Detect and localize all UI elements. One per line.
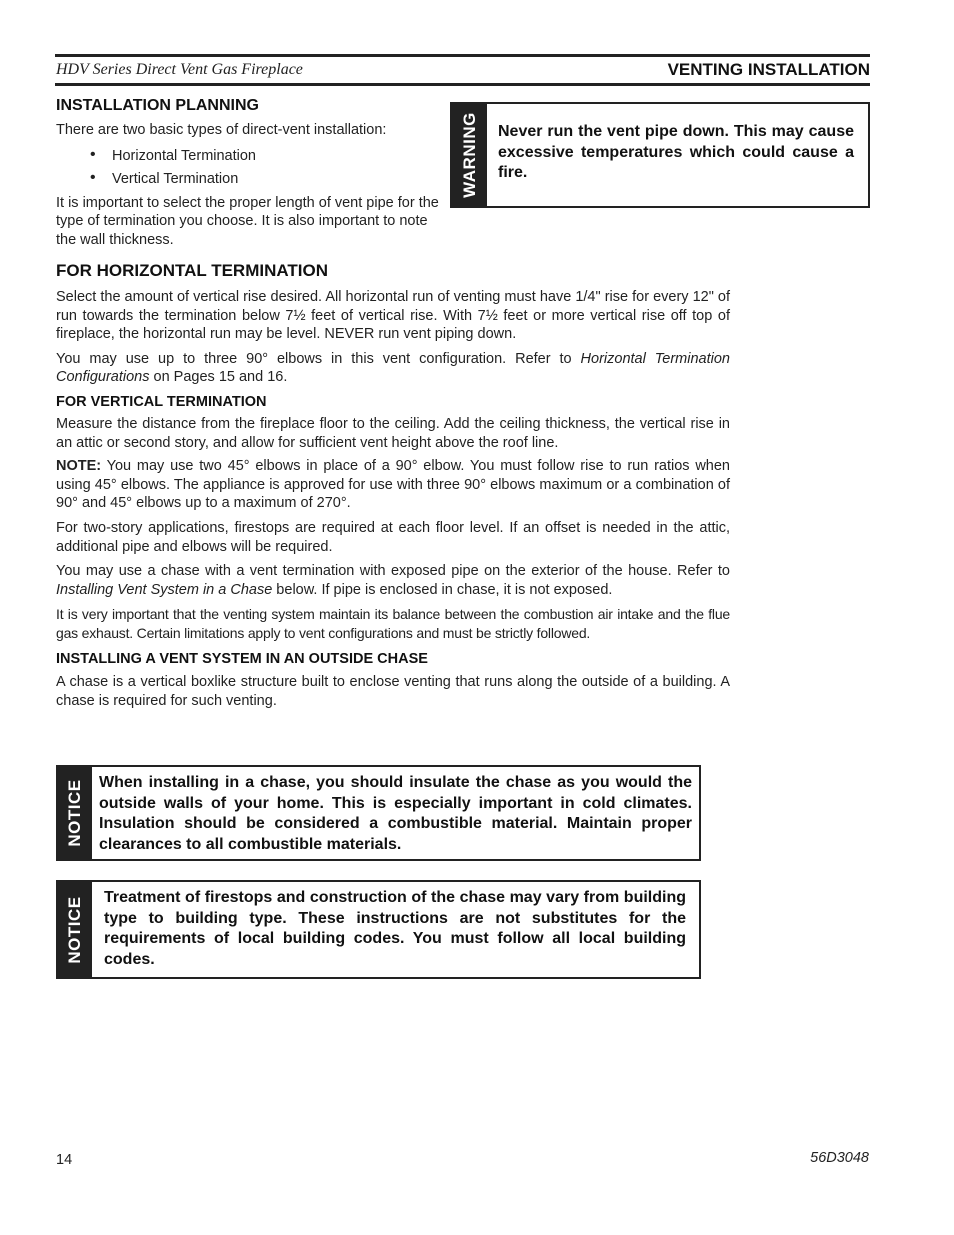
installation-planning-heading: INSTALLATION PLANNING <box>56 97 259 114</box>
horizontal-paragraph-2 <box>56 350 730 387</box>
outside-chase-section <box>56 651 730 710</box>
termination-types-list <box>56 145 446 191</box>
outside-chase-heading: INSTALLING A VENT SYSTEM IN AN OUTSIDE CHASE <box>56 651 428 667</box>
text-run: on Pages 15 and 16. <box>149 369 288 386</box>
text-run: You may use a chase with a vent termination with exposed pipe on the exterior of the house. Refer to <box>56 563 730 580</box>
document-number: 56D3048 <box>810 1150 869 1166</box>
warning-box <box>450 102 870 208</box>
planning-intro: There are two basic types of direct-vent installation: <box>56 122 387 138</box>
horizontal-termination-section <box>56 261 730 387</box>
header-top-rule <box>55 54 870 57</box>
header-bottom-rule <box>55 83 870 86</box>
notice-box-insulation <box>56 765 701 861</box>
installation-planning-section <box>56 97 446 249</box>
list-item: • Vertical Termination <box>56 168 446 191</box>
vertical-note <box>56 457 730 513</box>
notice-label: NOTICE <box>65 895 84 964</box>
header-section-title: VENTING INSTALLATION <box>667 60 870 79</box>
notice-box-building-codes <box>56 880 701 979</box>
text-run: You may use up to three 90° elbows in this vent configuration. Refer to <box>56 350 581 367</box>
horizontal-termination-heading: FOR HORIZONTAL TERMINATION <box>56 261 328 280</box>
notice-building-codes-text: Treatment of firestops and construction of the chase may vary from building type to building type. These instructions are not substitutes for the requirements of local building codes. You must follow all local building codes. <box>104 889 686 968</box>
notice-tab <box>58 882 92 977</box>
header-product-title: HDV Series Direct Vent Gas Fireplace <box>56 61 303 78</box>
vertical-paragraph-1: Measure the distance from the fireplace floor to the ceiling. Add the ceiling thickness, the vertical rise in an attic or second story, and allow for sufficient vent height above the roof line. <box>56 416 730 451</box>
page-number: 14 <box>56 1152 73 1168</box>
horizontal-paragraph-1: Select the amount of vertical rise desired. All horizontal run of venting must have 1/4" rise for every 12" of run towards the termination below 7½ feet of vertical rise. With 7½ feet or more vertical rise off top of fireplace, the horizontal run may be level. NEVER run vent piping down. <box>56 289 730 343</box>
horizontal-configurations-reference: Horizontal Termination Configurations <box>56 350 730 386</box>
vertical-paragraph-4 <box>56 562 730 599</box>
text-run: below. If pipe is enclosed in chase, it is not exposed. <box>272 581 613 598</box>
text-run: You may use two 45° elbows in place of a 90° elbow. You must follow rise to run ratios when using 45° elbows. The appliance is approved for use with three 90° elbows maximum or a combination of 90° and 45° elbows up to a maximum of 270°. <box>56 458 730 512</box>
chase-paragraph: A chase is a vertical boxlike structure built to enclose venting that runs along the outside of a building. A chase is required for such venting. <box>56 674 730 709</box>
vertical-paragraph-3: For two-story applications, firestops are required at each floor level. If an offset is needed in the attic, additional pipe and elbows will be required. <box>56 519 730 555</box>
warning-text: Never run the vent pipe down. This may cause excessive temperatures which could cause a fire. <box>498 123 854 182</box>
notice-label: NOTICE <box>65 779 84 847</box>
planning-paragraph: It is important to select the proper length of vent pipe for the type of termination you choose. It is also important to note the wall thickness. <box>56 194 439 248</box>
warning-tab <box>452 104 487 206</box>
note-label: NOTE: <box>56 458 102 475</box>
notice-tab <box>58 767 92 859</box>
vertical-termination-section <box>56 394 730 643</box>
notice-insulation-text: When installing in a chase, you should insulate the chase as you would the outside walls of your home. This is especially important in cold climates. Insulation should be considered a combustible material. Maintain proper clearances to all combustible materials. <box>99 774 692 853</box>
vertical-termination-heading: FOR VERTICAL TERMINATION <box>56 394 267 410</box>
chase-section-reference: Installing Vent System in a Chase <box>56 581 273 598</box>
vertical-paragraph-5: It is very important that the venting system maintain its balance between the combustion air intake and the flue gas exhaust. Certain limitations apply to vent configurations and must be strictly followed. <box>56 606 730 641</box>
list-item: • Horizontal Termination <box>56 145 446 168</box>
warning-label: WARNING <box>459 112 479 198</box>
